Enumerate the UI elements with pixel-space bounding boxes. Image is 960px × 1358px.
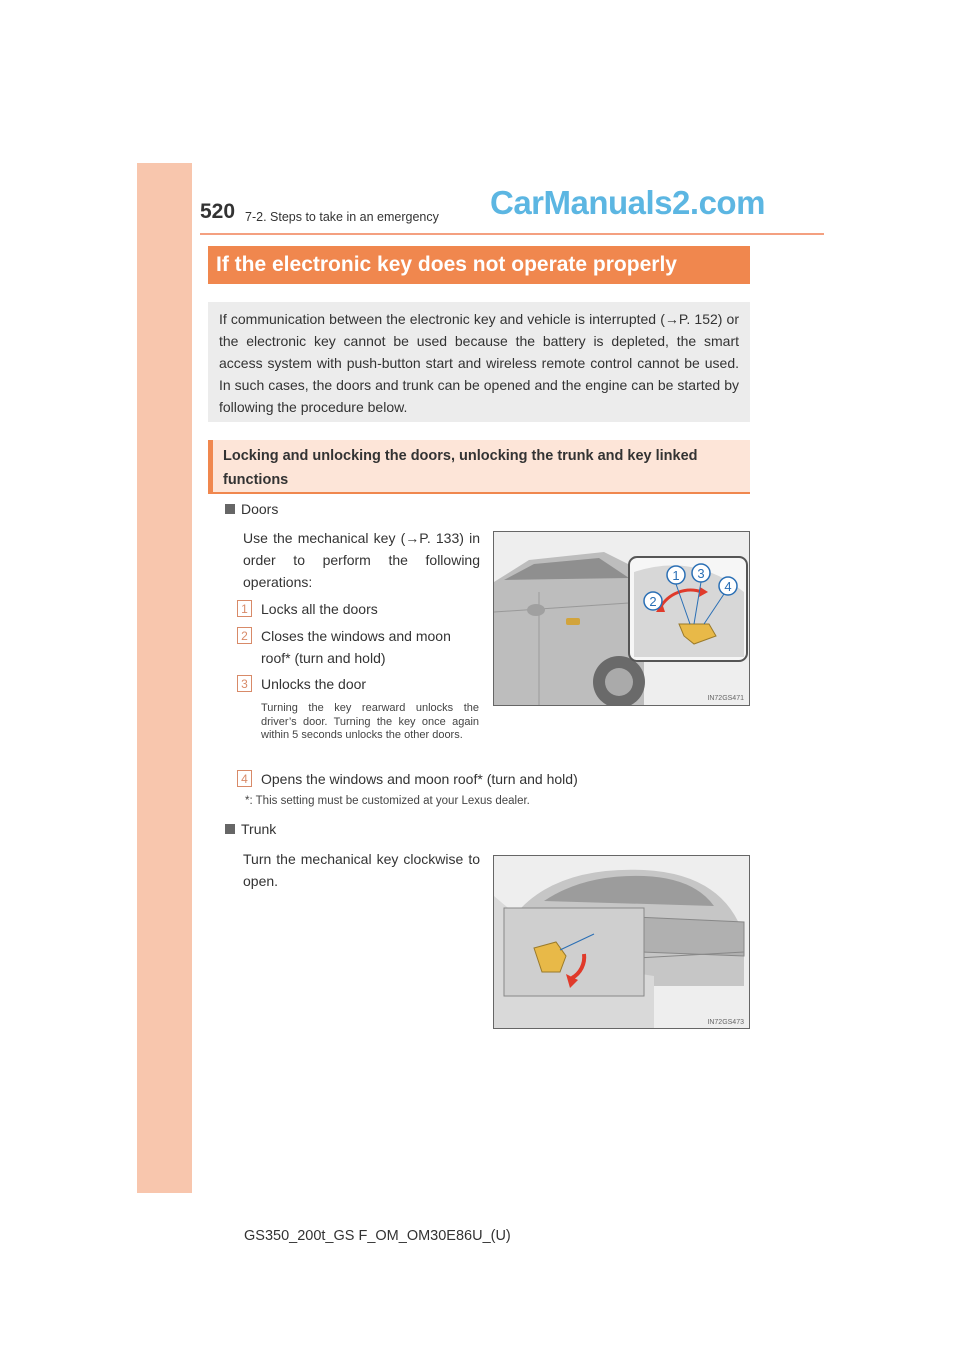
watermark: CarManuals2.com — [490, 184, 765, 221]
step-text: Unlocks the door — [261, 676, 367, 692]
doors-heading-text: Doors — [241, 501, 279, 517]
step-number-badge: 3 — [237, 675, 252, 692]
chapter-title: 7-2. Steps to take in an emergency — [245, 210, 439, 224]
doors-heading — [225, 501, 278, 517]
trunk-heading-text: Trunk — [241, 821, 277, 837]
car-door-key-illustration — [494, 532, 749, 705]
square-bullet-icon — [225, 504, 235, 514]
step-number-badge: 4 — [237, 770, 252, 787]
step-3-note: Turning the key rearward unlocks the driver’s door. Turning the key once again within 5 seconds unlocks the other doors. — [261, 702, 479, 741]
figure-label-2: 2 — [649, 594, 657, 609]
figure-label-4: 4 — [724, 579, 732, 594]
step-text: Closes the windows and moon roof* (turn and hold) — [261, 628, 451, 666]
doors-figure — [493, 531, 750, 706]
subsection-title: Locking and unlocking the doors, unlocking the trunk and key linked functions — [208, 440, 750, 493]
footnote: *: This setting must be customized at your Lexus dealer. — [245, 795, 530, 807]
page-number: 520 — [200, 200, 236, 223]
figure-label-3: 3 — [697, 566, 705, 581]
footer-doc-code: GS350_200t_GS F_OM_OM30E86U_(U) — [244, 1228, 511, 1244]
step-number-badge: 2 — [237, 627, 252, 644]
trunk-key-illustration — [494, 856, 749, 1028]
trunk-figure — [493, 855, 750, 1029]
trunk-description: Turn the mechanical key clockwise to open. — [243, 851, 480, 889]
figure-code: IN72GS471 — [707, 695, 744, 702]
doors-description: Use the mechanical key (→P. 133) in order to perform the following operations: — [243, 530, 480, 590]
step-text: Locks all the doors — [261, 601, 378, 617]
figure-code: IN72GS473 — [707, 1019, 744, 1026]
section-intro: If communication between the electronic key and vehicle is interrupted (→P. 152) or the electronic key cannot be used because the battery is depleted, the smart access system with push-button start and wireless remote control cannot be used. In such cases, the doors and trunk can be opened and the engine can be started by following the procedure below. — [208, 302, 750, 422]
subsection-rule — [208, 492, 750, 494]
step-text: Opens the windows and moon roof* (turn and hold) — [261, 771, 578, 787]
section-title: If the electronic key does not operate properly — [208, 246, 750, 284]
square-bullet-icon — [225, 824, 235, 834]
figure-label-1: 1 — [672, 568, 680, 583]
trunk-heading — [225, 821, 276, 837]
header-rule — [200, 233, 824, 235]
chapter-side-tab — [137, 163, 192, 1193]
step-number-badge: 1 — [237, 600, 252, 617]
subsection-accent-bar — [208, 440, 213, 493]
